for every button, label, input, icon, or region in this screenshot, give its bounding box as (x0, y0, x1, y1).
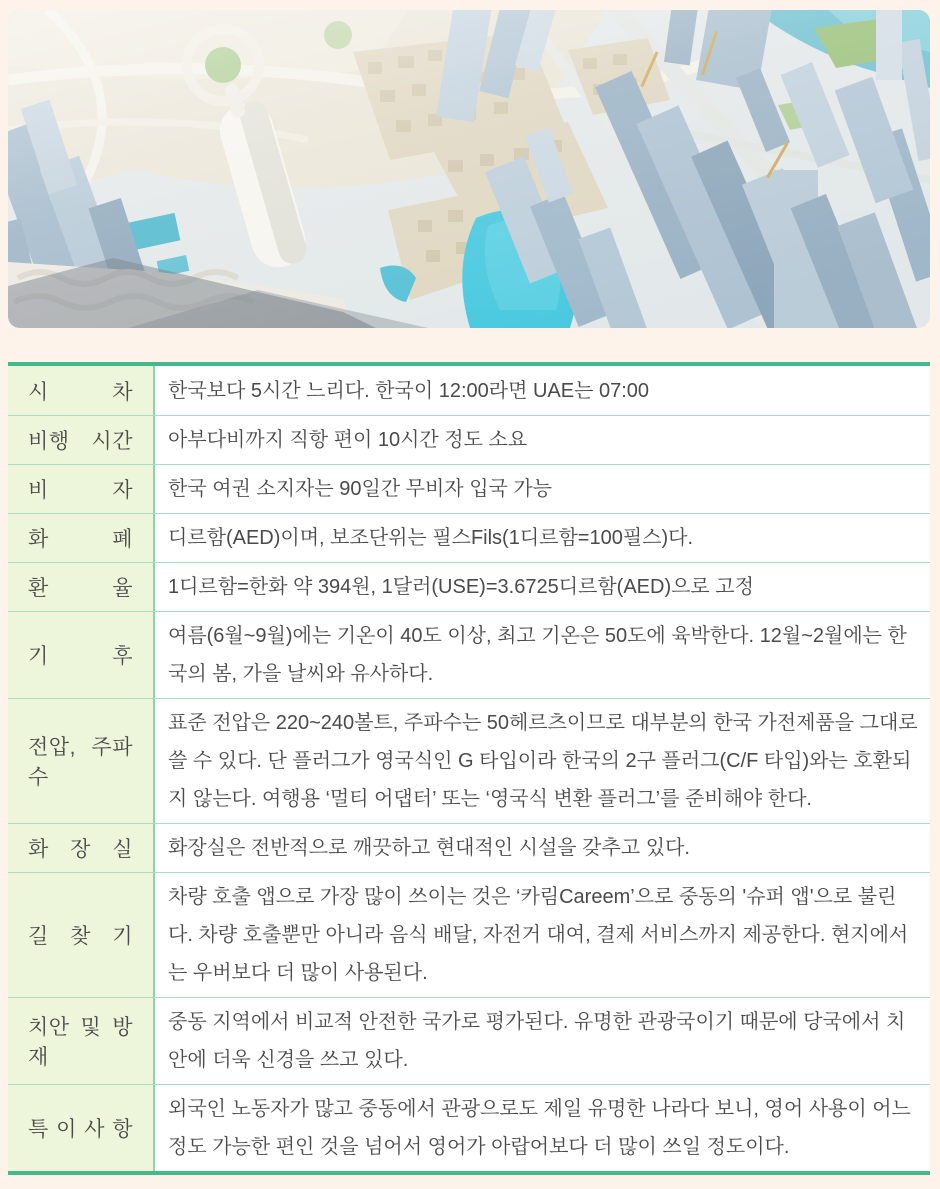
row-value-cell (155, 612, 930, 698)
row-value: 디르함(AED)이며, 보조단위는 필스Fils(1디르함=100필스)다. (168, 527, 694, 549)
row-label-cell (8, 416, 155, 464)
table-row-9 (8, 997, 930, 1084)
row-label: 비 자 (28, 479, 133, 502)
row-label-cell (8, 873, 155, 997)
row-value: 차량 호출 앱으로 가장 많이 쓰이는 것은 ‘카림Careem’으로 중동의 '슈퍼 앱'으로 불린다. 차량 호출뿐만 아니라 음식 배달, 자전거 대여, 결제 서비스까지 제공한다. 현지에서는 우버보다 더 많이 사용된다. (168, 886, 909, 984)
row-value-cell (155, 416, 930, 464)
row-label-cell (8, 612, 155, 698)
row-value: 여름(6월~9월)에는 기온이 40도 이상, 최고 기온은 50도에 육박한다. 12월~2월에는 한국의 봄, 가을 날씨와 유사하다. (168, 625, 907, 685)
row-label-cell (8, 1085, 155, 1171)
table-row-1 (8, 415, 930, 464)
row-value: 한국 여권 소지자는 90일간 무비자 입국 가능 (168, 478, 553, 500)
row-label: 특 이 사 항 (28, 1118, 133, 1141)
table-row-6 (8, 698, 930, 823)
row-label: 비행 시간 (28, 430, 133, 453)
row-label: 전압, 주파수 (28, 736, 133, 789)
row-value-cell (155, 1085, 930, 1171)
row-label: 치안 및 방재 (28, 1016, 133, 1069)
row-value-cell (155, 824, 930, 872)
table-row-0 (8, 366, 930, 415)
row-value-cell (155, 366, 930, 415)
row-value-cell (155, 563, 930, 611)
row-value: 표준 전압은 220~240볼트, 주파수는 50헤르츠이므로 대부분의 한국 가전제품을 그대로 쓸 수 있다. 단 플러그가 영국식인 G 타입이라 한국의 2구 플러그(C/F 타입)와는 호환되지 않는다. 여행용 ‘멀티 어댑터’ 또는 ‘영국식 변환 플러그’를 준비해야 한다. (168, 712, 918, 810)
row-value: 아부다비까지 직항 편이 10시간 정도 소요 (168, 429, 528, 451)
row-value-cell (155, 873, 930, 997)
row-label-cell (8, 366, 155, 415)
info-table (8, 362, 930, 1175)
table-row-2 (8, 464, 930, 513)
row-label: 환 율 (28, 577, 133, 600)
row-value-cell (155, 699, 930, 823)
row-label: 길 찾 기 (28, 925, 133, 948)
table-row-4 (8, 562, 930, 611)
row-value: 화장실은 전반적으로 깨끗하고 현대적인 시설을 갖추고 있다. (168, 837, 690, 859)
row-label-cell (8, 465, 155, 513)
row-value-cell (155, 465, 930, 513)
row-label: 기 후 (28, 645, 133, 668)
row-label: 화 폐 (28, 528, 133, 551)
row-value: 외국인 노동자가 많고 중동에서 관광으로도 제일 유명한 나라다 보니, 영어 사용이 어느 정도 가능한 편인 것을 넘어서 영어가 아랍어보다 더 많이 쓰일 정도이다. (168, 1098, 911, 1158)
row-label-cell (8, 514, 155, 562)
table-row-8 (8, 872, 930, 997)
row-label-cell (8, 824, 155, 872)
row-value-cell (155, 998, 930, 1084)
row-label: 화 장 실 (28, 838, 133, 861)
table-row-10 (8, 1084, 930, 1171)
row-value: 중동 지역에서 비교적 안전한 국가로 평가된다. 유명한 관광국이기 때문에 당국에서 치안에 더욱 신경을 쓰고 있다. (168, 1011, 906, 1071)
row-label-cell (8, 998, 155, 1084)
row-value: 1디르함=한화 약 394원, 1달러(USE)=3.6725디르함(AED)으로 고정 (168, 576, 754, 598)
row-value-cell (155, 514, 930, 562)
table-row-5 (8, 611, 930, 698)
row-label: 시 차 (28, 380, 133, 404)
row-value: 한국보다 5시간 느리다. 한국이 12:00라면 UAE는 07:00 (168, 379, 650, 402)
row-label-cell (8, 699, 155, 823)
dubai-aerial-photo-art (8, 10, 930, 328)
table-row-3 (8, 513, 930, 562)
dubai-aerial-photo (8, 10, 930, 328)
table-row-7 (8, 823, 930, 872)
row-label-cell (8, 563, 155, 611)
